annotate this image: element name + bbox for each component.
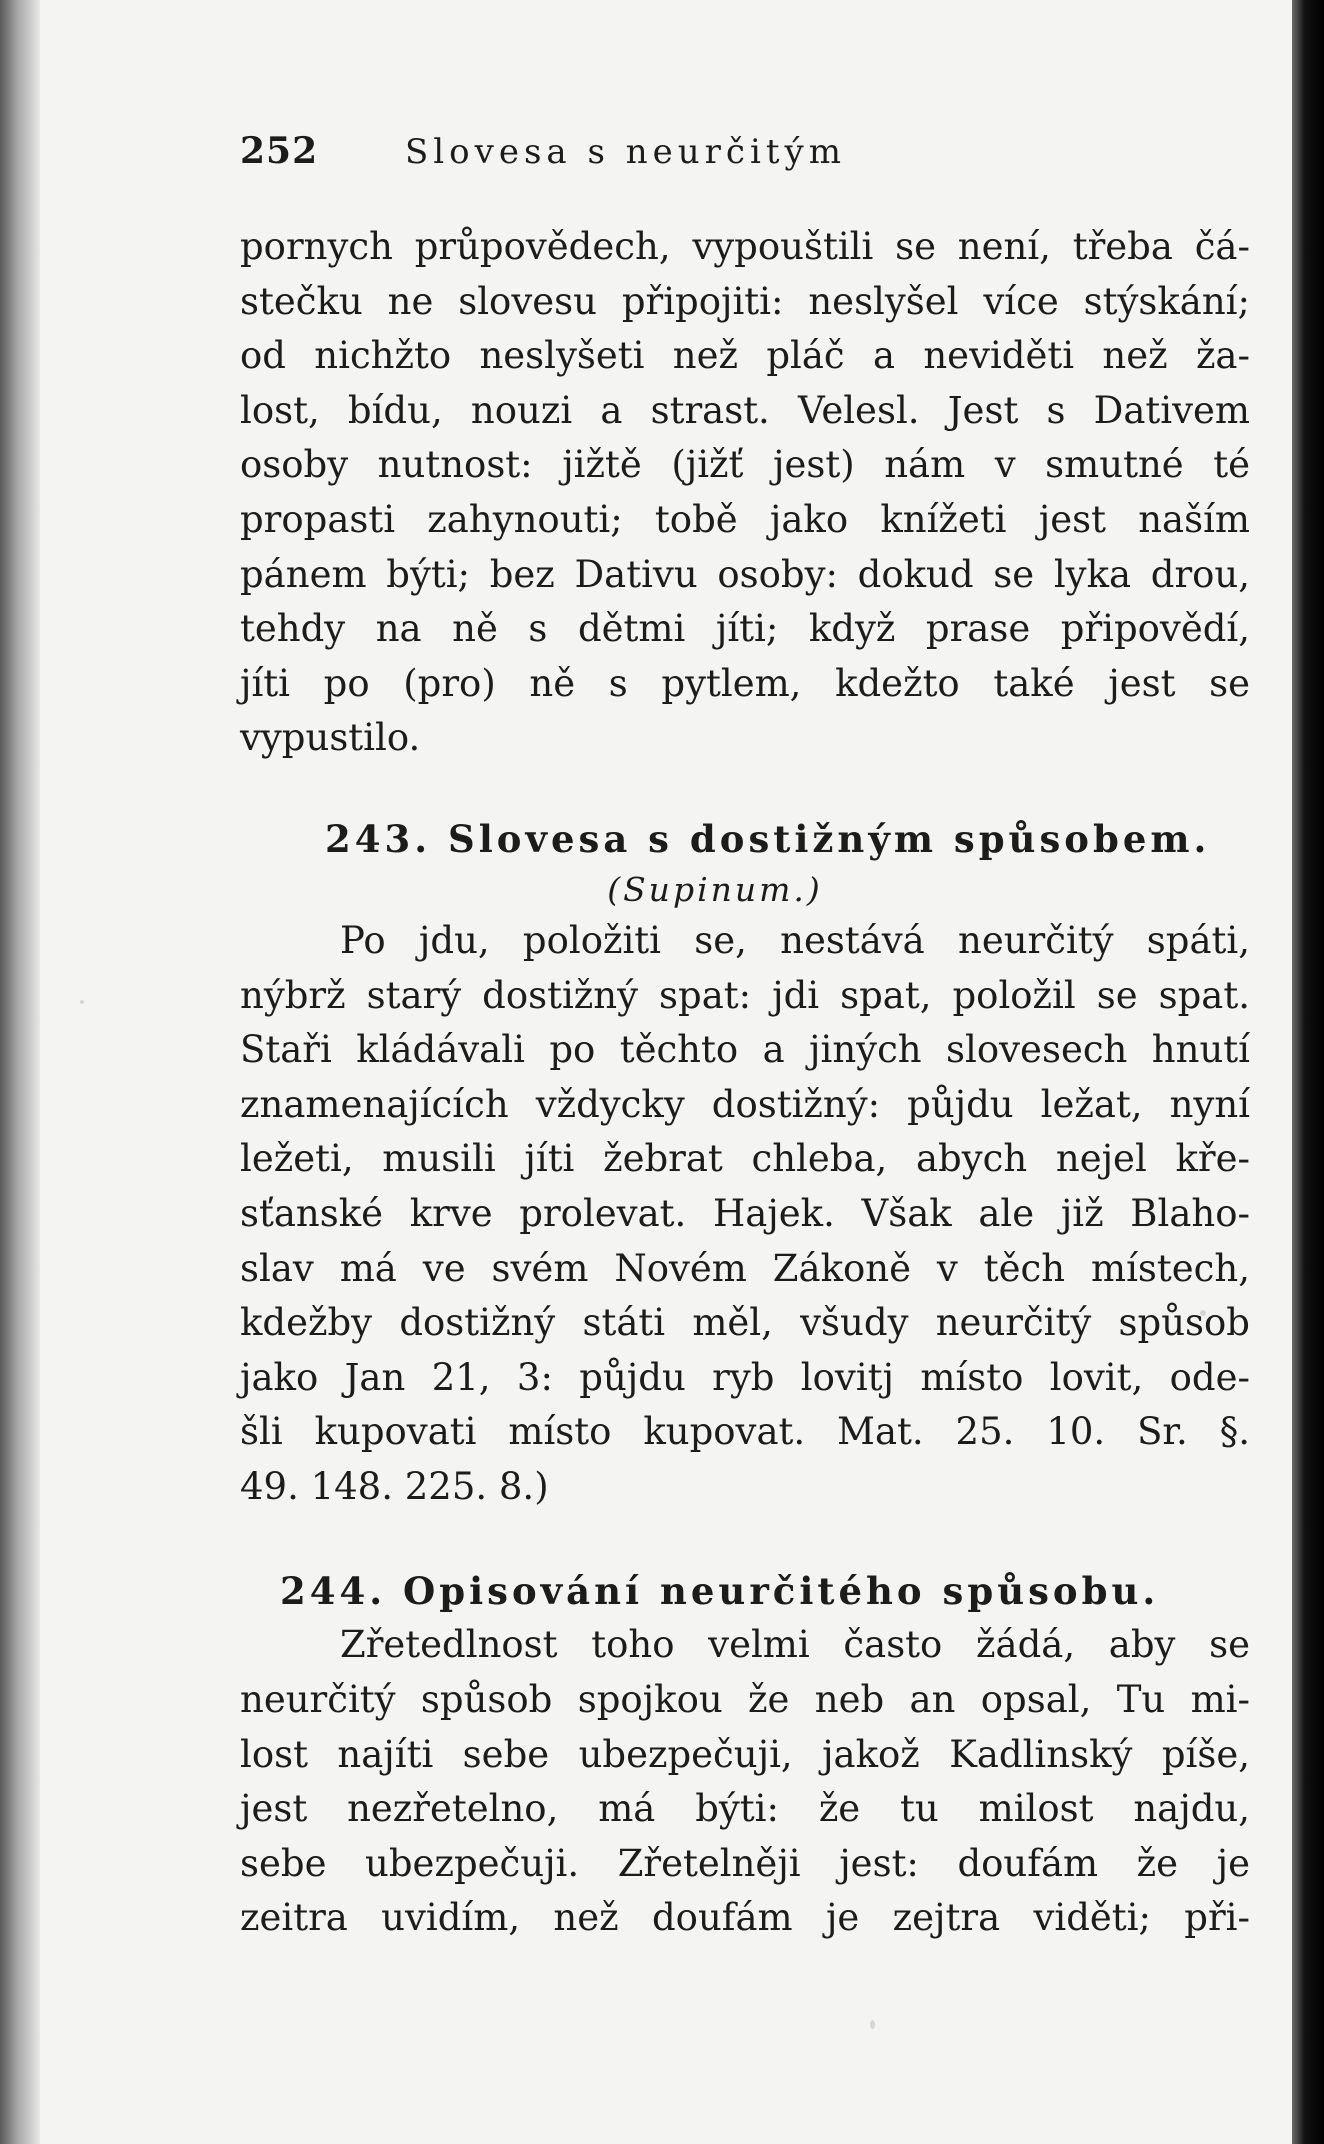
text-line: jíti po (pro) ně s pytlem, kdežto také jest se [240,661,1250,705]
text-column [240,130,1250,1946]
text-line: propasti zahynouti; tobě jako knížeti jest naším [240,497,1250,541]
text-line: osoby nutnost: jižtě (jižť jest) nám v smutné té [240,443,1250,487]
running-title: Slovesa s neurčitým [405,132,846,172]
page-number: 252 [240,130,319,172]
book-page [40,0,1292,2144]
text-line: pornych průpovědech, vypouštili se není, třeba čá- [240,225,1250,268]
text-line: pánem býti; bez Dativu osoby: dokud se lyka drou, [240,552,1250,596]
text-line: Zřetedlnost toho velmi často žádá, aby se [340,1623,1250,1667]
paragraph-continuation [240,220,1250,766]
text-line: nýbrž starý dostižný spat: jdi spat, položil se spat. [240,973,1250,1017]
text-line: lost najíti sebe ubezpečuji, jakož Kadlinský píše, [240,1732,1250,1776]
print-speck [870,2020,875,2029]
text-line: vypustilo. [240,716,421,760]
text-line: ležeti, musili jíti žebrat chleba, abych nejel kře- [240,1137,1250,1181]
text-line: sebe ubezpečuji. Zřetelněji jest: doufám že je [240,1841,1250,1885]
text-line: zeitra uvidím, než doufám je zejtra viděti; při- [240,1896,1250,1940]
text-line: 49. 148. 225. 8.) [240,1464,549,1508]
text-line: lost, bídu, nouzi a strast. Velesl. Jest s Dativem [240,388,1250,432]
section-subheading: (Supinum.) [607,869,823,909]
text-line: neurčitý spůsob spojkou že neb an opsal, Tu mi- [240,1678,1250,1722]
section-heading-243: 243. Slovesa s dostižným spůsobem. [325,816,1211,861]
text-line: od nichžto neslyšeti než pláč a neviděti než ža- [240,334,1250,378]
text-line: tehdy na ně s dětmi jíti; když prase připovědí, [240,607,1250,651]
text-line: slav má ve svém Novém Zákoně v těch místech, [240,1246,1250,1290]
section-243-body [240,914,1250,1515]
text-line: sťanské krve prolevat. Hajek. Však ale již Blaho- [240,1191,1250,1235]
text-line: jest nezřetelno, má býti: že tu milost najdu, [240,1787,1250,1831]
text-line: stečku ne slovesu připojiti: neslyšel více stýskání; [240,279,1250,323]
section-heading-244: 244. Opisování neurčitého spůsobu. [280,1569,1160,1614]
text-line: znamenajících vždycky dostižný: půjdu ležat, nyní [240,1082,1250,1126]
section-244-body [240,1618,1250,1946]
text-line: Staři kládávali po těchto a jiných slovesech hnutí [240,1028,1250,1072]
left-binding-shadow [0,0,40,2144]
text-line: šli kupovati místo kupovat. Mat. 25. 10. Sr. §. [240,1410,1250,1454]
text-line: kdežby dostižný státi měl, všudy neurčitý spůsob [240,1301,1250,1345]
right-page-edge [1292,0,1324,2144]
print-speck [80,1000,84,1004]
running-header [240,130,1250,190]
text-line: jako Jan 21, 3: půjdu ryb lovitj místo lovit, ode- [240,1355,1250,1399]
text-line: Po jdu, položiti se, nestává neurčitý spáti, [340,918,1250,962]
